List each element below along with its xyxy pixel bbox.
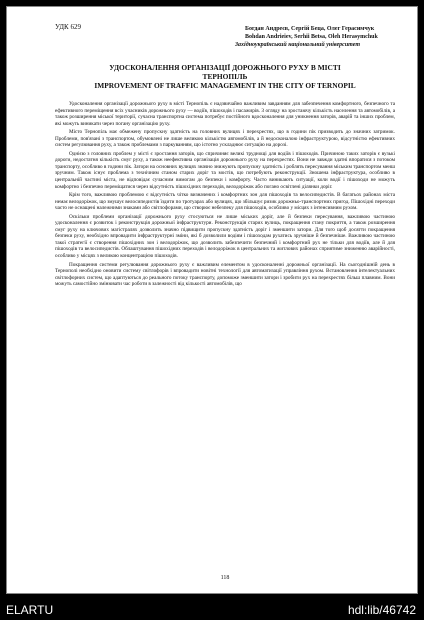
paragraph: Оскільки проблеми організації дорожнього руху стосуються не лише міських доріг, але й безпеки пересування, важливою частиною удосконалення є розвиток і реконструкція дорожньої інфраструктури. Реконструкція старих вулиць, покращення стану покриття, а також розширення смуг руху на ключових магістралях дозволить значно підвищити пропускну здатність доріг і зменшити затори. Для того щоб досягти покращення безпеки руху, необхідно впровадити інфраструктурні зміни, які б дозволили водіям і пішоходам рухатись зручніше й безпечніше. Важливою частиною такої стратегії є створення пішохідних зон і велодоріжок, що дозволить забезпечити безпечний і комфортний рух не тільки для водіїв, але й для пішоходів та велосипедистів. Облаштування пішохідних переходів і велодоріжок в центральних та житлових районах сприятиме зниженню аварійності, особливо у місцях з великою концентрацією пішоходів. (55, 213, 395, 260)
footer-handle: hdl:lib/46742 (347, 603, 416, 617)
authors-en: Bohdan Andrieiev, Serhii Betsa, Oleh Herasymchuk (245, 34, 378, 40)
body-text (55, 101, 395, 290)
title-ua-line1: УДОСКОНАЛЕННЯ ОРГАНІЗАЦІЇ ДОРОЖНЬОГО РУХУ В МІСТІ (109, 63, 341, 72)
title-en: IMPROVEMENT OF TRAFFIC MANAGEMENT IN THE CITY OF TERNOPIL (94, 81, 356, 90)
authors-ua: Богдан Андреєв, Сергій Беца, Олег Герасимчук (245, 26, 375, 32)
udk-code: УДК 629 (55, 23, 81, 31)
paragraph: Однією з головних проблем у місті є зростання заторів, що спричиняє великі труднощі для водіїв і пішоходів. Причиною таких заторів є вузькі дороги, недостатня кількість смуг руху, а також неефективна організація дорожнього руху на перехрестях. Вони не завжди здатні впоратися з потоком транспорту, особливо в години пік. Затори на основних вулицях значно знижують пропускну здатність і роблять пересування міським транспортом менш зручним. Також існує проблема з технічним станом старих доріг та мостів, що потребують реконструкції. Зношена інфраструктура, особливо в центральній частині міста, не відповідає сучасним вимогам до безпеки і комфорту. Часто виникають ситуації, коли водії і пішоходи не можуть комфортно і безпечно переміщатися через відсутність пішохідних переходів, велодоріжок або погано освітлені ділянки доріг. (55, 150, 395, 190)
page-number: 118 (220, 575, 230, 581)
title-ua-line2: ТЕРНОПІЛЬ (202, 72, 248, 81)
footer-repository-name: ELARTU (6, 603, 54, 617)
authors-block (235, 25, 395, 49)
paper-title (55, 63, 395, 90)
paragraph: Місто Тернопіль має обмежену пропускну здатність на головних вулицях і перехрестях, що в години пік призводить до значних затримок. Проблеми, пов'язані з транспортом, обумовлені не лише великою кількістю автомобілів, а й недосконалою інфраструктурою, відсутністю ефективних систем регулювання руху, а також проблемами з паркуванням, що істотно ускладнює ситуацію на дорозі. (55, 129, 395, 149)
paragraph: Покращення системи регулювання дорожнього руху є важливим елементом в удосконаленні дорожньої організації. На сьогоднішній день в Тернополі необхідно оновити систему світлофорів і впровадити новітні технології для автоматизації управління рухом. Встановлення інтелектуальних світлофорних систем, що адаптуються до реального потоку транспорту, допоможе зменшити затори і зробити рух на перехрестях більш плавним. Вони можуть самостійно змінювати час роботи в залежності від кількості автомобілів, що (55, 261, 395, 288)
paragraph: Удосконалення організації дорожнього руху в місті Тернопіль є надзвичайно важливим завданням для забезпечення комфортного, безпечного та ефективного переміщення всіх учасників дорожнього руху — водіїв, пішоходів і пасажирів. З огляду на зростаючу кількість населення та автомобілів, а також розширення міської території, сучасна транспортна система потребує постійного вдосконалення для уникнення заторів, аварій та інших проблем, які можуть виникати через погану організацію руху. (55, 101, 395, 127)
affiliation: Західноукраїнський національний університет (235, 42, 360, 48)
paragraph: Крім того, важливою проблемою є відсутність чітко визначених і комфортних зон для пішоходів та велосипедистів. В багатьох районах міста немає велодоріжок, що змушує велосипедистів їздити по тротуарах або вулицях, що збільшує ризик дорожньо-транспортних пригод. Пішохідні переходи часто не оснащені належними знаками або світлофорами, що створює небезпеку для пішоходів, особливо у місцях з інтенсивним рухом. (55, 192, 395, 212)
page-sheet (6, 6, 418, 594)
repository-footer (0, 594, 424, 620)
